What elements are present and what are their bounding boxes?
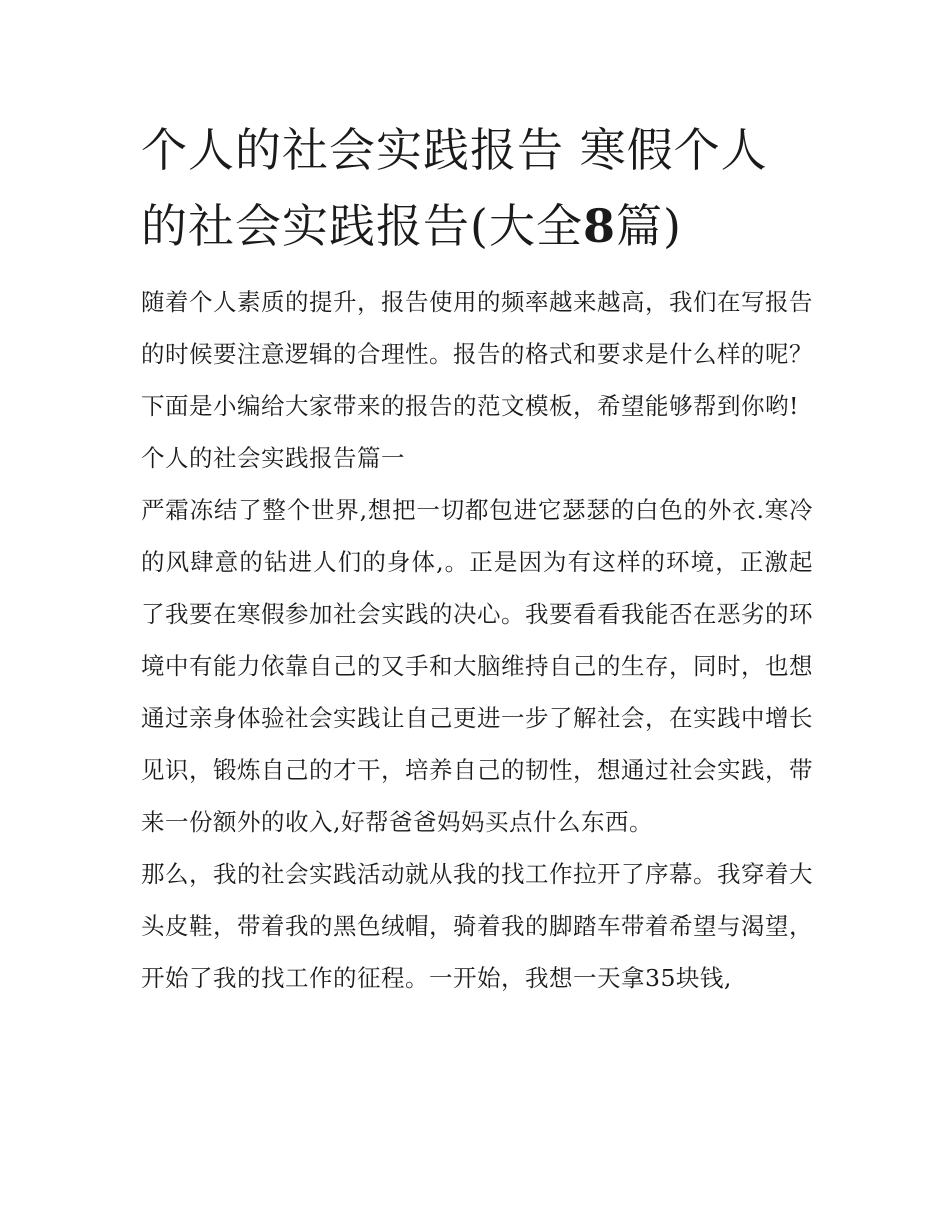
title-line-2-start: 的社会实践报告(大全 xyxy=(141,199,583,253)
section-heading: 个人的社会实践报告篇一 xyxy=(141,444,405,472)
document-body xyxy=(141,276,813,1004)
title-line-1: 个人的社会实践报告 寒假个人 xyxy=(141,123,768,177)
title-line-2-end: 篇) xyxy=(615,199,682,253)
body-paragraph: 那么，我的社会实践活动就从我的找工作拉开了序幕。我穿着大头皮鞋，带着我的黑色绒帽，骑着我的脚踏车带着希望与渴望，开始了我的找工作的征程。一开始，我想一天拿35块钱, xyxy=(141,860,813,992)
body-paragraph: 严霜冻结了整个世界,想把一切都包进它瑟瑟的白色的外衣.寒冷的风肆意的钻进人们的身体,。正是因为有这样的环境，正激起了我要在寒假参加社会实践的决心。我要看看我能否在恶劣的环境中有能力依靠自己的又手和大脑维持自己的生存，同时，也想通过亲身体验社会实践让自己更进一步了解社会，在实践中增长见识，锻炼自己的才干，培养自己的韧性，想通过社会实践，带来一份额外的收入,好帮爸爸妈妈买点什么东西。 xyxy=(141,496,813,836)
intro-paragraph: 随着个人素质的提升，报告使用的频率越来越高，我们在写报告的时候要注意逻辑的合理性。报告的格式和要求是什么样的呢？下面是小编给大家带来的报告的范文模板，希望能够帮到你哟! xyxy=(141,288,813,420)
document-title xyxy=(141,112,813,264)
title-number: 8 xyxy=(582,199,616,253)
document-page xyxy=(141,112,813,1004)
